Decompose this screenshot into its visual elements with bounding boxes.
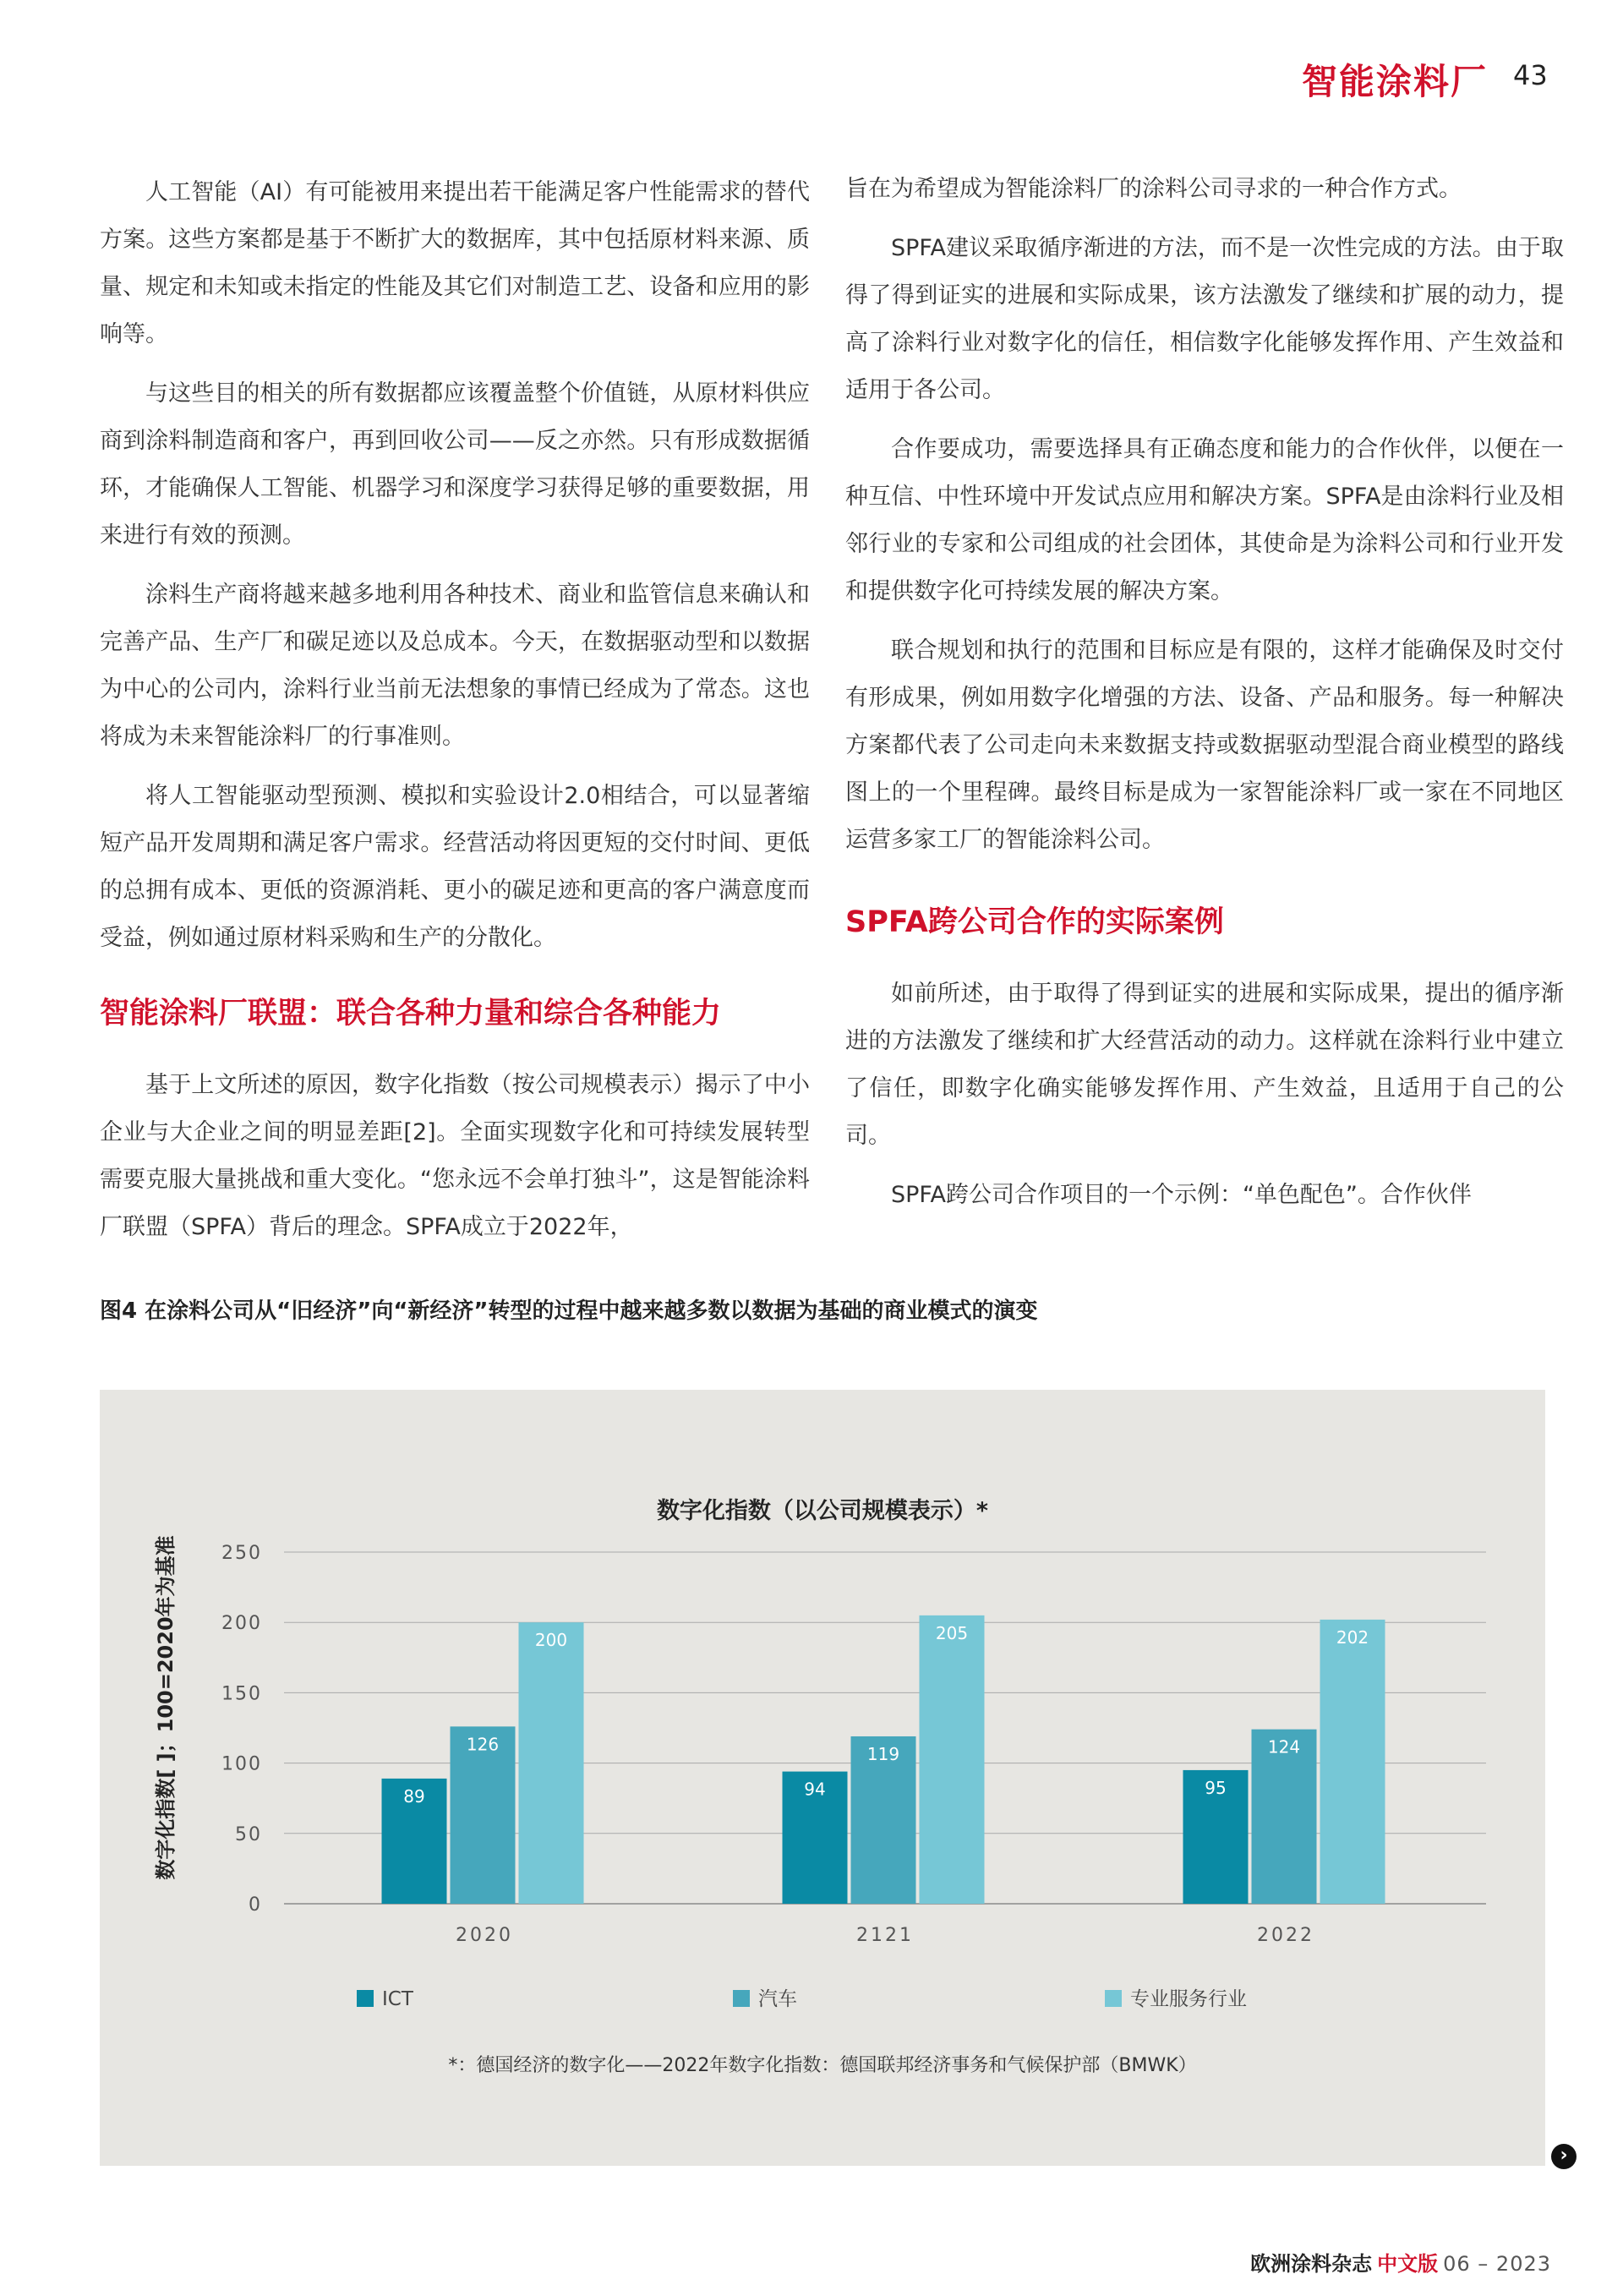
y-tick-label: 50 bbox=[235, 1823, 262, 1845]
bar bbox=[1320, 1620, 1385, 1904]
left-column bbox=[100, 169, 810, 1263]
bar-value-label: 94 bbox=[804, 1779, 826, 1800]
magazine-name: 欧洲涂料杂志 bbox=[1250, 2252, 1373, 2276]
page-number: 43 bbox=[1513, 59, 1548, 91]
y-tick-label: 200 bbox=[221, 1613, 262, 1635]
y-tick-label: 0 bbox=[249, 1894, 262, 1916]
paragraph: 人工智能（AI）有可能被用来提出若干能满足客户性能需求的替代方案。这些方案都是基于不断扩大的数据库，其中包括原材料来源、质量、规定和未知或未指定的性能及其它们对制造工艺、设备和应用的影响等。 bbox=[100, 179, 810, 347]
bar-value-label: 126 bbox=[466, 1734, 500, 1755]
paragraph: SPFA建议采取循序渐进的方法，而不是一次性完成的方法。由于取得了得到证实的进展和实际成果，该方法激发了继续和扩展的动力，提高了涂料行业对数字化的信任，相信数字化能够发挥作用、产生效益和适用于各公司。 bbox=[845, 235, 1564, 403]
x-tick-labels bbox=[456, 1925, 1314, 1946]
legend-label: 汽车 bbox=[758, 1988, 797, 2010]
paragraph: SPFA跨公司合作项目的一个示例：“单色配色”。合作伙伴 bbox=[891, 1182, 1472, 1208]
x-tick-label: 2022 bbox=[1257, 1925, 1314, 1946]
y-tick-label: 250 bbox=[221, 1543, 262, 1564]
bar-value-label: 89 bbox=[403, 1785, 425, 1807]
paragraph: 旨在为希望成为智能涂料厂的涂料公司寻求的一种合作方式。 bbox=[845, 176, 1462, 202]
paragraph: 涂料生产商将越来越多地利用各种技术、商业和监管信息来确认和完善产品、生产厂和碳足迹以及总成本。今天，在数据驱动型和以数据为中心的公司内，涂料行业当前无法想象的事情已经成为了常态。这也将成为未来智能涂料厂的行事准则。 bbox=[100, 582, 810, 750]
bar-value-label: 95 bbox=[1205, 1777, 1227, 1798]
paragraph: 合作要成功，需要选择具有正确态度和能力的合作伙伴，以便在一种互信、中性环境中开发试点应用和解决方案。SPFA是由涂料行业及相邻行业的专家和公司组成的社会团体，其使命是为涂料公司和行业开发和提供数字化可持续发展的解决方案。 bbox=[845, 436, 1564, 604]
figure-caption: 图4 在涂料公司从“旧经济”向“新经济”转型的过程中越来越多数以数据为基础的商业模式的演变 bbox=[100, 1298, 1038, 1324]
chevron-right-circle-icon[interactable]: › bbox=[1551, 2144, 1577, 2169]
x-tick-label: 2121 bbox=[856, 1925, 914, 1946]
bar bbox=[519, 1622, 584, 1904]
y-axis-label: 数字化指数[ ]；100=2020年为基准 bbox=[154, 1535, 178, 1880]
y-tick-label: 150 bbox=[221, 1683, 262, 1705]
y-tick-labels bbox=[221, 1543, 262, 1916]
bar-value-label: 200 bbox=[534, 1630, 568, 1651]
legend-label: ICT bbox=[382, 1988, 413, 2010]
bar-value-label: 124 bbox=[1267, 1736, 1301, 1758]
bar-value-label: 119 bbox=[866, 1743, 900, 1764]
bar-value-label: 202 bbox=[1336, 1626, 1369, 1648]
section-heading: SPFA跨公司合作的实际案例 bbox=[845, 905, 1224, 939]
bar-series bbox=[382, 1615, 1385, 1904]
section-title: 智能涂料厂 bbox=[1302, 61, 1489, 102]
legend-label: 专业服务行业 bbox=[1130, 1988, 1247, 2010]
issue-number: 06 – 2023 bbox=[1443, 2252, 1551, 2276]
paragraph: 基于上文所述的原因，数字化指数（按公司规模表示）揭示了中小企业与大企业之间的明显差距[2]。全面实现数字化和可持续发展转型需要克服大量挑战和重大变化。“您永远不会单打独斗”，这是智能涂料厂联盟（SPFA）背后的理念。SPFA成立于2022年， bbox=[100, 1072, 810, 1240]
paragraph: 如前所述，由于取得了得到证实的进展和实际成果，提出的循序渐进的方法激发了继续和扩大经营活动的动力。这样就在涂料行业中建立了信任，即数字化确实能够发挥作用、产生效益，且适用于自己的公司。 bbox=[845, 981, 1564, 1149]
chart-footnote: *：德国经济的数字化——2022年数字化指数：德国联邦经济事务和气候保护部（BMWK） bbox=[448, 2055, 1197, 2076]
x-tick-label: 2020 bbox=[456, 1925, 513, 1946]
paragraph: 将人工智能驱动型预测、模拟和实验设计2.0相结合，可以显著缩短产品开发周期和满足客户需求。经营活动将因更短的交付时间、更低的总拥有成本、更低的资源消耗、更小的碳足迹和更高的客户满意度而受益，例如通过原材料采购和生产的分散化。 bbox=[100, 783, 810, 951]
chart-panel bbox=[100, 1390, 1545, 2166]
right-column bbox=[845, 166, 1564, 1231]
legend bbox=[357, 1988, 1247, 2010]
edition-label: 中文版 bbox=[1377, 2252, 1439, 2276]
footer bbox=[1099, 2247, 1551, 2277]
section-heading: 智能涂料厂联盟：联合各种力量和综合各种能力 bbox=[100, 997, 722, 1030]
legend-swatch bbox=[1105, 1990, 1122, 2007]
bar-chart bbox=[100, 1390, 1545, 2166]
legend-swatch bbox=[357, 1990, 374, 2007]
y-tick-label: 100 bbox=[221, 1753, 262, 1775]
paragraph: 联合规划和执行的范围和目标应是有限的，这样才能确保及时交付有形成果，例如用数字化增强的方法、设备、产品和服务。每一种解决方案都代表了公司走向未来数据支持或数据驱动型混合商业模型的路线图上的一个里程碑。最终目标是成为一家智能涂料厂或一家在不同地区运营多家工厂的智能涂料公司。 bbox=[845, 637, 1564, 853]
chart-title: 数字化指数（以公司规模表示）* bbox=[656, 1498, 989, 1524]
bar-value-label: 205 bbox=[935, 1622, 969, 1643]
bar bbox=[920, 1615, 985, 1904]
legend-swatch bbox=[733, 1990, 750, 2007]
paragraph: 与这些目的相关的所有数据都应该覆盖整个价值链，从原材料供应商到涂料制造商和客户，再到回收公司——反之亦然。只有形成数据循环，才能确保人工智能、机器学习和深度学习获得足够的重要数据，用来进行有效的预测。 bbox=[100, 380, 810, 549]
